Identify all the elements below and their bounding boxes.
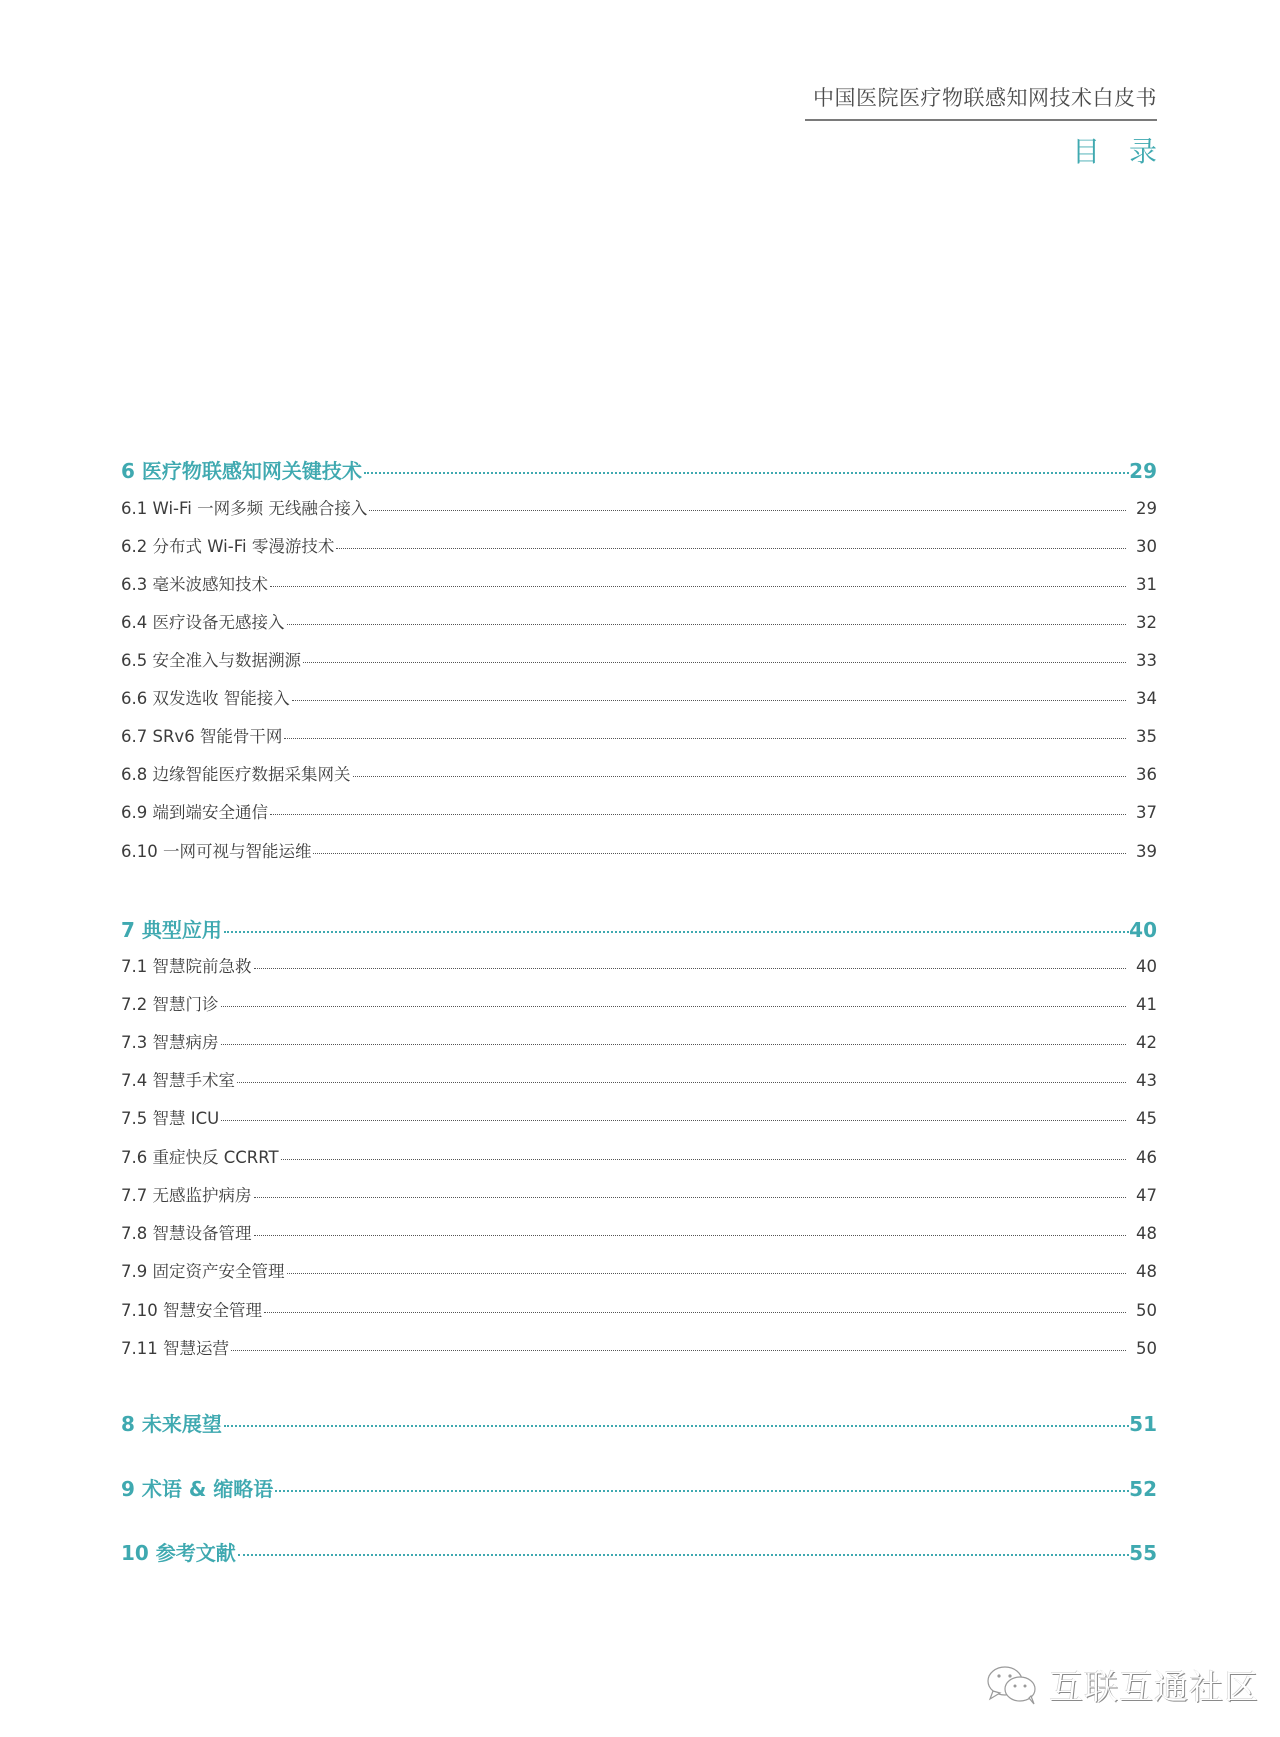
toc-entry-label: 6.4 医疗设备无感接入: [121, 613, 285, 632]
header-divider: [805, 119, 1157, 121]
dot-leader: [284, 726, 1126, 743]
toc-page-number: 34: [1136, 689, 1157, 708]
toc-title: 目 录: [1072, 135, 1167, 168]
dot-leader: [254, 1223, 1127, 1240]
dot-leader: [254, 956, 1127, 973]
toc-entry-label: 6.8 边缘智能医疗数据采集网关: [121, 765, 351, 784]
dot-leader: [369, 498, 1126, 515]
toc-page-number: 50: [1136, 1301, 1157, 1320]
toc-section-7-11[interactable]: [121, 1335, 1157, 1359]
dot-leader: [353, 764, 1127, 781]
toc-page-number: 47: [1136, 1186, 1157, 1205]
toc-entry-label: 7 典型应用: [121, 918, 222, 942]
dot-leader: [221, 1108, 1126, 1125]
toc-section-7-5[interactable]: [121, 1105, 1157, 1129]
dot-leader: [254, 1185, 1127, 1202]
toc-entry-label: 6.9 端到端安全通信: [121, 803, 268, 822]
toc-entry-label: 7.7 无感监护病房: [121, 1186, 252, 1205]
dot-leader: [313, 841, 1126, 858]
toc-page-number: 52: [1129, 1477, 1157, 1501]
dot-leader: [224, 917, 1129, 937]
toc-entry-label: 6.10 一网可视与智能运维: [121, 842, 312, 861]
toc-page-number: 43: [1136, 1071, 1157, 1090]
toc-entry-label: 8 未来展望: [121, 1412, 222, 1436]
toc-section-6-6[interactable]: [121, 685, 1157, 709]
watermark-text: 互联互通社区: [1049, 1668, 1259, 1708]
toc-page-number: 48: [1136, 1224, 1157, 1243]
dot-leader: [238, 1540, 1129, 1560]
toc-entry-label: 6.1 Wi-Fi 一网多频 无线融合接入: [121, 499, 368, 518]
toc-entry-label: 7.9 固定资产安全管理: [121, 1262, 285, 1281]
dot-leader: [275, 1476, 1129, 1496]
toc-section-7-6[interactable]: [121, 1144, 1157, 1168]
toc-page-number: 50: [1136, 1339, 1157, 1358]
toc-section-6-2[interactable]: [121, 533, 1157, 557]
dot-leader: [303, 650, 1126, 667]
toc-entry-label: 6.2 分布式 Wi-Fi 零漫游技术: [121, 537, 335, 556]
toc-entry-label: 7.10 智慧安全管理: [121, 1301, 262, 1320]
dot-leader: [287, 1261, 1127, 1278]
dot-leader: [221, 994, 1127, 1011]
toc-section-7-7[interactable]: [121, 1182, 1157, 1206]
toc-entry-label: 7.6 重症快反 CCRRT: [121, 1148, 279, 1167]
toc-section-6-1[interactable]: [121, 495, 1157, 519]
document-title: 中国医院医疗物联感知网技术白皮书: [813, 86, 1157, 110]
toc-section-7-4[interactable]: [121, 1067, 1157, 1091]
watermark: [985, 1660, 1259, 1709]
toc-section-7-3[interactable]: [121, 1029, 1157, 1053]
toc-section-6-5[interactable]: [121, 647, 1157, 671]
toc-entry-label: 6.5 安全准入与数据溯源: [121, 651, 301, 670]
dot-leader: [264, 1300, 1126, 1317]
toc-entry-label: 6.3 毫米波感知技术: [121, 575, 268, 594]
toc-page-number: 32: [1136, 613, 1157, 632]
toc-section-6-7[interactable]: [121, 723, 1157, 747]
dot-leader: [221, 1032, 1127, 1049]
dot-leader: [237, 1070, 1126, 1087]
toc-entry-label: 7.8 智慧设备管理: [121, 1224, 252, 1243]
toc-entry-label: 7.4 智慧手术室: [121, 1071, 235, 1090]
toc-entry-label: 7.1 智慧院前急救: [121, 957, 252, 976]
toc-page-number: 42: [1136, 1033, 1157, 1052]
toc-entry-label: 9 术语 & 缩略语: [121, 1477, 274, 1501]
running-header: [805, 82, 1157, 121]
toc-section-7-1[interactable]: [121, 953, 1157, 977]
toc-chapter-7[interactable]: [121, 914, 1157, 942]
dot-leader: [336, 536, 1126, 553]
toc-section-7-10[interactable]: [121, 1297, 1157, 1321]
dot-leader: [281, 1147, 1126, 1164]
toc-page-number: 29: [1136, 499, 1157, 518]
toc-page-number: 41: [1136, 995, 1157, 1014]
toc-page-number: 35: [1136, 727, 1157, 746]
toc-entry-label: 6.7 SRv6 智能骨干网: [121, 727, 283, 746]
toc-page-number: 37: [1136, 803, 1157, 822]
toc-chapter-6[interactable]: [121, 455, 1157, 483]
toc-page-number: 46: [1136, 1148, 1157, 1167]
toc-section-7-8[interactable]: [121, 1220, 1157, 1244]
toc-page-number: 30: [1136, 537, 1157, 556]
toc-page-number: 33: [1136, 651, 1157, 670]
dot-leader: [224, 1411, 1129, 1431]
toc-entry-label: 7.11 智慧运营: [121, 1339, 229, 1358]
toc-page-number: 55: [1129, 1541, 1157, 1565]
toc-section-6-4[interactable]: [121, 609, 1157, 633]
dot-leader: [270, 802, 1126, 819]
toc-entry-label: 6.6 双发选收 智能接入: [121, 689, 290, 708]
toc-section-7-2[interactable]: [121, 991, 1157, 1015]
toc-entry-label: 6 医疗物联感知网关键技术: [121, 459, 362, 483]
wechat-icon: [985, 1664, 1041, 1706]
toc-page-number: 36: [1136, 765, 1157, 784]
dot-leader: [292, 688, 1126, 705]
dot-leader: [231, 1338, 1126, 1355]
toc-section-6-10[interactable]: [121, 838, 1157, 862]
toc-page-number: 29: [1129, 459, 1157, 483]
toc-section-7-9[interactable]: [121, 1258, 1157, 1282]
toc-page-number: 39: [1136, 842, 1157, 861]
toc-page-number: 40: [1136, 957, 1157, 976]
toc-page-number: 48: [1136, 1262, 1157, 1281]
toc-entry-label: 7.5 智慧 ICU: [121, 1109, 220, 1128]
toc-chapter-9[interactable]: [121, 1473, 1157, 1501]
dot-leader: [270, 574, 1126, 591]
toc-entry-label: 7.3 智慧病房: [121, 1033, 219, 1052]
toc-section-6-3[interactable]: [121, 571, 1157, 595]
dot-leader: [287, 612, 1127, 629]
dot-leader: [364, 458, 1129, 478]
toc-chapter-8[interactable]: [121, 1408, 1157, 1436]
toc-page-number: 45: [1136, 1109, 1157, 1128]
toc-page-number: 31: [1136, 575, 1157, 594]
toc-entry-label: 7.2 智慧门诊: [121, 995, 219, 1014]
toc-page-number: 40: [1129, 918, 1157, 942]
toc-section-6-8[interactable]: [121, 761, 1157, 785]
toc-chapter-10[interactable]: [121, 1537, 1157, 1565]
toc-section-6-9[interactable]: [121, 799, 1157, 823]
toc-entry-label: 10 参考文献: [121, 1541, 236, 1565]
toc-page-number: 51: [1129, 1412, 1157, 1436]
